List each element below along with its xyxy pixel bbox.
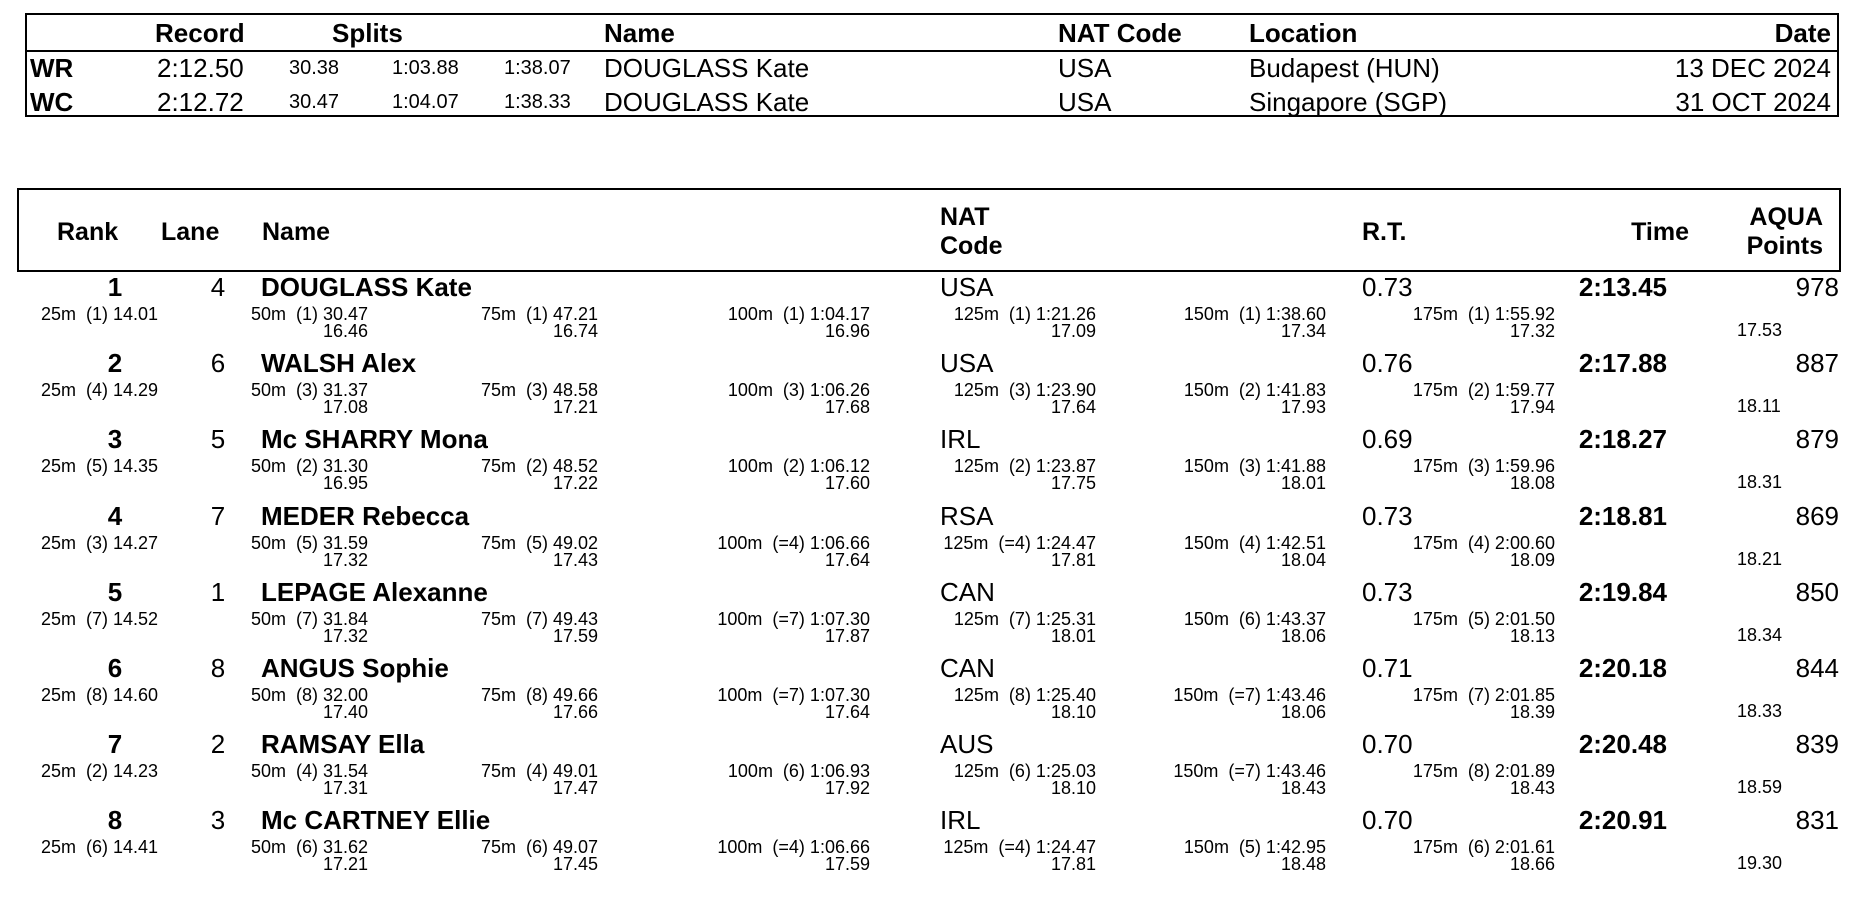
result-time: 2:20.91 bbox=[1578, 805, 1667, 836]
result-lane: 8 bbox=[210, 653, 226, 683]
split-cell bbox=[1183, 608, 1326, 646]
records-header-location: Location bbox=[1249, 18, 1358, 48]
split-label: 25m (3) 14.27 bbox=[41, 532, 159, 553]
split-diff: 18.43 bbox=[1509, 778, 1555, 799]
split-cell bbox=[943, 839, 1096, 873]
split-label: 150m (3) 1:41.88 bbox=[1183, 456, 1326, 477]
split-diff: 18.34 bbox=[1737, 624, 1783, 645]
records-header-splits: Splits bbox=[332, 18, 403, 48]
split-diff: 17.32 bbox=[322, 625, 368, 646]
result-nat: IRL bbox=[940, 805, 981, 836]
split-label: 150m (1) 1:38.60 bbox=[1183, 304, 1326, 324]
split-diff: 17.47 bbox=[552, 778, 598, 799]
split-label: 100m (6) 1:06.93 bbox=[727, 761, 870, 782]
record-row-wc bbox=[27, 87, 1837, 121]
result-nat: AUS bbox=[940, 729, 994, 760]
result-rt: 0.73 bbox=[1362, 272, 1413, 302]
split-cell bbox=[953, 608, 1096, 646]
result-row bbox=[0, 424, 1851, 500]
record-name: DOUGLASS Kate bbox=[604, 53, 810, 83]
split-cell bbox=[1737, 398, 1781, 415]
split-cell bbox=[1183, 532, 1326, 570]
result-rt: 0.73 bbox=[1362, 576, 1413, 607]
split-cell bbox=[1413, 458, 1555, 492]
split-cell bbox=[1737, 855, 1782, 872]
split-label: 50m (5) 31.59 bbox=[250, 532, 368, 553]
split-label: 125m (7) 1:25.31 bbox=[953, 608, 1096, 629]
split-diff: 17.81 bbox=[1050, 854, 1096, 875]
split-cell bbox=[954, 382, 1096, 416]
split-diff: 18.39 bbox=[1509, 702, 1555, 722]
split-diff: 17.87 bbox=[824, 625, 870, 646]
result-name: RAMSAY Ella bbox=[261, 729, 425, 760]
result-time: 2:19.84 bbox=[1578, 576, 1667, 607]
split-diff: 18.08 bbox=[1509, 473, 1555, 494]
split-cell bbox=[954, 763, 1096, 797]
split-cell bbox=[481, 763, 598, 797]
split-label: 25m (7) 14.52 bbox=[41, 608, 159, 629]
split-label: 75m (5) 49.02 bbox=[480, 532, 598, 553]
split-cell bbox=[251, 382, 368, 416]
result-lane: 3 bbox=[210, 805, 226, 836]
split-cell bbox=[1184, 306, 1326, 340]
split-cell bbox=[943, 532, 1096, 570]
results-header bbox=[17, 188, 1841, 272]
split-diff: 18.33 bbox=[1737, 701, 1783, 721]
split-cell bbox=[481, 306, 598, 340]
result-rank: 6 bbox=[107, 653, 123, 683]
header-points: Points bbox=[1746, 232, 1823, 260]
split-diff: 18.01 bbox=[1050, 625, 1096, 646]
record-date: 31 OCT 2024 bbox=[1675, 87, 1831, 117]
record-time: 2:12.72 bbox=[157, 87, 244, 117]
split-cell bbox=[1413, 306, 1555, 340]
record-date: 13 DEC 2024 bbox=[1674, 53, 1831, 83]
result-rt: 0.71 bbox=[1362, 653, 1413, 683]
record-nat: USA bbox=[1058, 53, 1112, 83]
split-label: 150m (=7) 1:43.46 bbox=[1173, 761, 1326, 782]
split-cell bbox=[41, 382, 158, 399]
result-time: 2:20.18 bbox=[1578, 653, 1667, 683]
records-header-nat: NAT Code bbox=[1058, 18, 1182, 48]
split-label: 50m (6) 31.62 bbox=[250, 837, 368, 858]
split-diff: 17.45 bbox=[552, 854, 598, 875]
split-label: 150m (4) 1:42.51 bbox=[1183, 532, 1326, 553]
record-split: 1:38.07 bbox=[504, 57, 571, 79]
result-time: 2:13.45 bbox=[1578, 272, 1667, 302]
result-rank: 5 bbox=[107, 576, 123, 607]
split-cell bbox=[41, 532, 159, 553]
result-nat: USA bbox=[940, 348, 994, 379]
split-cell bbox=[41, 839, 158, 856]
split-label: 75m (1) 47.21 bbox=[480, 304, 598, 324]
result-row bbox=[0, 729, 1851, 805]
split-cell bbox=[1413, 687, 1555, 721]
split-diff: 17.32 bbox=[1509, 321, 1555, 341]
result-points: 839 bbox=[1795, 729, 1839, 760]
split-diff: 16.95 bbox=[322, 473, 368, 494]
result-name: ANGUS Sophie bbox=[261, 653, 449, 683]
record-split: 1:03.88 bbox=[392, 57, 459, 79]
result-rt: 0.73 bbox=[1362, 500, 1413, 531]
split-cell bbox=[481, 839, 598, 873]
split-diff: 17.21 bbox=[322, 854, 368, 875]
split-diff: 17.66 bbox=[552, 702, 598, 722]
split-cell bbox=[954, 306, 1096, 340]
split-diff: 17.40 bbox=[322, 702, 368, 722]
header-nat-code: Code bbox=[940, 232, 1003, 260]
record-location: Budapest (HUN) bbox=[1249, 53, 1440, 83]
record-type: WC bbox=[30, 87, 74, 117]
result-time: 2:18.81 bbox=[1578, 500, 1667, 531]
split-diff: 18.10 bbox=[1050, 702, 1096, 722]
result-rt: 0.76 bbox=[1362, 348, 1413, 379]
split-label: 25m (8) 14.60 bbox=[41, 685, 159, 705]
split-label: 75m (6) 49.07 bbox=[480, 837, 598, 858]
record-row-wr bbox=[27, 53, 1837, 87]
split-cell bbox=[481, 687, 598, 721]
split-label: 25m (6) 14.41 bbox=[41, 837, 159, 858]
split-label: 100m (3) 1:06.26 bbox=[727, 380, 870, 401]
split-diff: 17.94 bbox=[1509, 397, 1555, 418]
records-table bbox=[25, 13, 1839, 117]
result-name: WALSH Alex bbox=[261, 348, 417, 379]
split-diff: 17.64 bbox=[824, 702, 870, 722]
result-rank: 7 bbox=[107, 729, 123, 760]
record-location: Singapore (SGP) bbox=[1249, 87, 1447, 117]
result-time: 2:20.48 bbox=[1578, 729, 1667, 760]
header-time: Time bbox=[1631, 218, 1689, 246]
result-lane: 7 bbox=[210, 500, 226, 531]
split-diff: 18.66 bbox=[1509, 854, 1555, 875]
split-cell bbox=[1737, 548, 1783, 569]
split-diff: 17.81 bbox=[1050, 549, 1096, 570]
result-lane: 6 bbox=[210, 348, 226, 379]
split-cell bbox=[1737, 322, 1782, 339]
result-rt: 0.69 bbox=[1362, 424, 1413, 455]
split-diff: 17.22 bbox=[552, 473, 598, 494]
split-cell bbox=[717, 687, 870, 721]
record-type: WR bbox=[30, 53, 74, 83]
result-name: DOUGLASS Kate bbox=[261, 272, 472, 302]
split-label: 75m (7) 49.43 bbox=[480, 608, 598, 629]
header-rt: R.T. bbox=[1362, 218, 1407, 246]
split-label: 125m (=4) 1:24.47 bbox=[943, 532, 1096, 553]
split-cell bbox=[251, 687, 368, 721]
split-label: 100m (=4) 1:06.66 bbox=[717, 532, 870, 553]
split-cell bbox=[250, 532, 368, 570]
result-row bbox=[0, 348, 1851, 424]
result-name: Mc SHARRY Mona bbox=[261, 424, 488, 455]
split-diff: 18.11 bbox=[1737, 396, 1781, 417]
split-cell bbox=[1184, 382, 1326, 416]
record-split: 1:04.07 bbox=[392, 91, 459, 113]
split-cell bbox=[1173, 687, 1326, 721]
split-label: 75m (4) 49.01 bbox=[480, 761, 598, 782]
header-aqua: AQUA bbox=[1749, 203, 1823, 231]
split-cell bbox=[481, 382, 598, 416]
result-row bbox=[0, 577, 1851, 653]
split-label: 25m (1) 14.01 bbox=[41, 304, 159, 324]
split-cell bbox=[480, 608, 598, 646]
record-split: 1:38.33 bbox=[504, 91, 571, 113]
split-label: 125m (1) 1:21.26 bbox=[953, 304, 1096, 324]
result-nat: USA bbox=[940, 272, 994, 302]
split-cell bbox=[41, 687, 158, 704]
result-points: 978 bbox=[1795, 272, 1839, 302]
split-diff: 18.06 bbox=[1280, 625, 1326, 646]
split-diff: 16.46 bbox=[322, 321, 368, 341]
split-diff: 18.01 bbox=[1280, 473, 1326, 494]
result-time: 2:17.88 bbox=[1578, 348, 1667, 379]
records-header-record: Record bbox=[155, 18, 245, 48]
split-diff: 19.30 bbox=[1737, 853, 1783, 874]
split-cell bbox=[251, 306, 368, 340]
records-header-name: Name bbox=[604, 18, 675, 48]
split-cell bbox=[1737, 624, 1783, 645]
split-cell bbox=[1413, 763, 1555, 797]
split-cell bbox=[717, 532, 870, 570]
result-points: 831 bbox=[1795, 805, 1839, 836]
split-label: 75m (2) 48.52 bbox=[480, 456, 598, 477]
split-diff: 17.32 bbox=[322, 549, 368, 570]
split-diff: 18.06 bbox=[1280, 702, 1326, 722]
split-diff: 18.13 bbox=[1509, 625, 1555, 646]
split-label: 100m (=7) 1:07.30 bbox=[717, 608, 870, 629]
split-cell bbox=[1413, 382, 1555, 416]
record-nat: USA bbox=[1058, 87, 1112, 117]
split-cell bbox=[1412, 608, 1555, 646]
split-cell bbox=[728, 382, 870, 416]
result-lane: 2 bbox=[210, 729, 226, 760]
split-diff: 17.09 bbox=[1050, 321, 1096, 341]
result-rank: 2 bbox=[107, 348, 123, 379]
result-lane: 1 bbox=[210, 576, 226, 607]
split-cell bbox=[251, 839, 368, 873]
split-diff: 17.53 bbox=[1737, 320, 1783, 340]
split-cell bbox=[41, 458, 158, 475]
split-cell bbox=[1184, 839, 1326, 873]
result-points: 887 bbox=[1795, 348, 1839, 379]
result-rank: 3 bbox=[107, 424, 123, 455]
split-cell bbox=[1737, 703, 1782, 720]
split-label: 100m (2) 1:06.12 bbox=[727, 456, 870, 477]
split-cell bbox=[954, 687, 1096, 721]
split-cell bbox=[728, 763, 870, 797]
header-lane: Lane bbox=[161, 218, 220, 246]
split-label: 175m (3) 1:59.96 bbox=[1412, 456, 1555, 477]
split-label: 175m (7) 2:01.85 bbox=[1412, 685, 1555, 705]
split-cell bbox=[717, 839, 870, 873]
result-nat: CAN bbox=[940, 576, 995, 607]
split-label: 50m (8) 32.00 bbox=[250, 685, 368, 705]
result-row bbox=[0, 805, 1851, 881]
split-cell bbox=[717, 608, 870, 646]
split-diff: 17.60 bbox=[824, 473, 870, 494]
split-cell bbox=[41, 763, 158, 780]
result-rt: 0.70 bbox=[1362, 805, 1413, 836]
split-label: 175m (6) 2:01.61 bbox=[1412, 837, 1555, 858]
split-label: 175m (1) 1:55.92 bbox=[1412, 304, 1555, 324]
split-label: 175m (8) 2:01.89 bbox=[1412, 761, 1555, 782]
result-rank: 1 bbox=[107, 272, 123, 302]
split-cell bbox=[250, 608, 368, 646]
result-rank: 4 bbox=[107, 500, 123, 531]
split-cell bbox=[1737, 474, 1782, 491]
split-diff: 18.48 bbox=[1280, 854, 1326, 875]
records-header-divider bbox=[27, 50, 1837, 52]
split-cell bbox=[251, 458, 368, 492]
split-label: 50m (4) 31.54 bbox=[250, 761, 368, 782]
records-header-date: Date bbox=[1774, 18, 1831, 48]
result-nat: IRL bbox=[940, 424, 981, 455]
split-cell bbox=[1412, 532, 1555, 570]
record-time: 2:12.50 bbox=[157, 53, 244, 83]
split-diff: 18.10 bbox=[1050, 778, 1096, 799]
split-label: 150m (5) 1:42.95 bbox=[1183, 837, 1326, 858]
split-cell bbox=[1173, 763, 1326, 797]
split-cell bbox=[251, 763, 368, 797]
split-cell bbox=[481, 458, 598, 492]
split-diff: 17.21 bbox=[552, 397, 598, 418]
split-diff: 17.64 bbox=[824, 549, 870, 570]
split-diff: 17.31 bbox=[322, 778, 368, 799]
record-split: 30.47 bbox=[289, 91, 340, 113]
result-nat: RSA bbox=[940, 500, 994, 531]
split-diff: 17.92 bbox=[824, 778, 870, 799]
split-label: 25m (5) 14.35 bbox=[41, 456, 159, 477]
split-diff: 17.34 bbox=[1280, 321, 1326, 341]
split-label: 50m (2) 31.30 bbox=[250, 456, 368, 477]
split-label: 100m (=4) 1:06.66 bbox=[717, 837, 870, 858]
split-cell bbox=[1737, 779, 1782, 796]
split-label: 125m (=4) 1:24.47 bbox=[943, 837, 1096, 858]
split-label: 150m (2) 1:41.83 bbox=[1183, 380, 1326, 401]
split-cell bbox=[954, 458, 1096, 492]
split-cell bbox=[1413, 839, 1555, 873]
split-label: 150m (6) 1:43.37 bbox=[1183, 608, 1326, 629]
split-label: 125m (3) 1:23.90 bbox=[953, 380, 1096, 401]
split-label: 125m (6) 1:25.03 bbox=[953, 761, 1096, 782]
split-diff: 17.93 bbox=[1280, 397, 1326, 418]
split-diff: 17.59 bbox=[824, 854, 870, 875]
split-cell bbox=[41, 608, 159, 629]
split-label: 150m (=7) 1:43.46 bbox=[1173, 685, 1326, 705]
result-row bbox=[0, 272, 1851, 348]
split-diff: 18.04 bbox=[1280, 549, 1326, 570]
result-rank: 8 bbox=[107, 805, 123, 836]
record-split: 30.38 bbox=[289, 57, 340, 79]
split-label: 25m (4) 14.29 bbox=[41, 380, 159, 401]
split-diff: 16.96 bbox=[824, 321, 870, 341]
header-nat: NAT bbox=[940, 203, 990, 231]
split-label: 100m (1) 1:04.17 bbox=[727, 304, 870, 324]
split-label: 125m (2) 1:23.87 bbox=[953, 456, 1096, 477]
header-rank: Rank bbox=[57, 218, 119, 246]
result-row bbox=[0, 501, 1851, 577]
split-diff: 18.21 bbox=[1737, 548, 1783, 569]
split-label: 125m (8) 1:25.40 bbox=[953, 685, 1096, 705]
result-points: 844 bbox=[1795, 653, 1839, 683]
result-name: Mc CARTNEY Ellie bbox=[261, 805, 491, 836]
result-name: MEDER Rebecca bbox=[261, 500, 470, 531]
split-diff: 17.64 bbox=[1050, 397, 1096, 418]
result-points: 869 bbox=[1795, 500, 1839, 531]
split-label: 75m (8) 49.66 bbox=[480, 685, 598, 705]
result-nat: CAN bbox=[940, 653, 995, 683]
split-diff: 17.75 bbox=[1050, 473, 1096, 494]
split-diff: 17.08 bbox=[322, 397, 368, 418]
result-time: 2:18.27 bbox=[1578, 424, 1667, 455]
split-cell bbox=[728, 306, 870, 340]
result-points: 879 bbox=[1795, 424, 1839, 455]
split-cell bbox=[728, 458, 870, 492]
result-points: 850 bbox=[1795, 576, 1839, 607]
split-label: 50m (3) 31.37 bbox=[250, 380, 368, 401]
split-cell bbox=[480, 532, 598, 570]
split-label: 175m (4) 2:00.60 bbox=[1412, 532, 1555, 553]
split-diff: 17.59 bbox=[552, 625, 598, 646]
split-diff: 18.09 bbox=[1509, 549, 1555, 570]
result-rt: 0.70 bbox=[1362, 729, 1413, 760]
split-diff: 16.74 bbox=[552, 321, 598, 341]
split-label: 175m (2) 1:59.77 bbox=[1412, 380, 1555, 401]
split-label: 50m (7) 31.84 bbox=[250, 608, 368, 629]
result-lane: 4 bbox=[210, 272, 226, 302]
split-label: 75m (3) 48.58 bbox=[480, 380, 598, 401]
split-label: 100m (=7) 1:07.30 bbox=[717, 685, 870, 705]
split-diff: 18.59 bbox=[1737, 777, 1783, 798]
split-label: 175m (5) 2:01.50 bbox=[1412, 608, 1555, 629]
split-diff: 17.68 bbox=[824, 397, 870, 418]
header-name: Name bbox=[262, 218, 331, 246]
result-row bbox=[0, 653, 1851, 729]
split-cell bbox=[41, 306, 158, 323]
split-label: 25m (2) 14.23 bbox=[41, 761, 159, 782]
record-name: DOUGLASS Kate bbox=[604, 87, 810, 117]
split-diff: 18.31 bbox=[1737, 472, 1783, 493]
split-diff: 17.43 bbox=[552, 549, 598, 570]
result-lane: 5 bbox=[210, 424, 226, 455]
split-cell bbox=[1184, 458, 1326, 492]
split-diff: 18.43 bbox=[1280, 778, 1326, 799]
result-name: LEPAGE Alexanne bbox=[261, 576, 488, 607]
split-label: 50m (1) 30.47 bbox=[250, 304, 368, 324]
